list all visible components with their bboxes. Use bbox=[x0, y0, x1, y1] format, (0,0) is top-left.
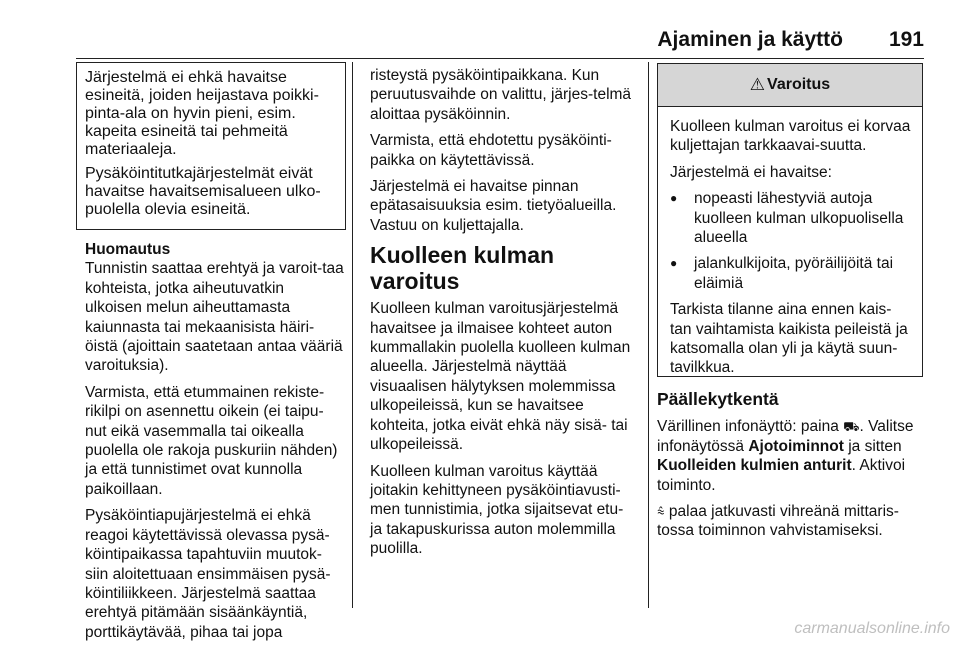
warning-box bbox=[657, 63, 923, 377]
activation-paragraph-1: Värillinen infonäyttö: paina ⛟. Valitse infonäytössä Ajotoiminnot ja sitten Kuolleiden kulmien anturit. Aktivoi toiminto. bbox=[657, 418, 914, 494]
column-2-text bbox=[370, 66, 638, 566]
warning-triangle-icon: ⚠ bbox=[749, 75, 766, 94]
col2-paragraph-2: Varmista, että ehdotettu pysäköinti-paikka on käytettävissä. bbox=[370, 132, 612, 169]
section-heading-blind-spot: Kuolleen kulman varoitus bbox=[370, 242, 555, 295]
warning-paragraph-2: Järjestelmä ei havaitse: bbox=[670, 163, 832, 181]
menu-item-kuolleiden-kulmien-anturit: Kuolleiden kulmien anturit bbox=[657, 457, 852, 475]
column-1-text bbox=[85, 240, 345, 649]
col1-paragraph-3: Varmista, että etummainen rekiste-rikilpi on asennettu oikein (ei taipu-nut eikä vasemmalla tai oikealla puolella ole rakoja puskuriin nähden) ja että tunnistimet ovat kunnolla paikoillaan. bbox=[85, 383, 338, 498]
note-title: Huomautus bbox=[85, 241, 171, 258]
col1-paragraph-4: Pysäköintiapujärjestelmä ei ehkä reagoi käytettävissä olevassa pysä-köintipaikassa tapahtuviin muutok-siin aloitettuaan ensimmäisen pysä-köintiliikkeen. Järjestelmä saattaa erehtyä pitämään sisäänkäyntiä, porttikäytävää, pihaa tai jopa bbox=[85, 507, 331, 641]
list-item: ● jalankulkijoita, pyöräilijöitä tai eläimiä bbox=[670, 254, 912, 293]
activation-paragraph-2: ⩯ palaa jatkuvasti vihreänä mittaris-tossa toiminnon vahvistamiseksi. bbox=[657, 503, 899, 540]
column-divider-1 bbox=[352, 62, 353, 608]
menu-item-ajotoiminnot: Ajotoiminnot bbox=[748, 437, 844, 455]
caution-paragraph-2: Pysäköintitutkajärjestelmät eivät havaitse havaitsemisalueen ulko-puolella olevia esineitä. bbox=[85, 165, 321, 218]
note-text: Tunnistin saattaa erehtyä ja varoit-taa kohteista, jotka aiheutuvatkin ulkoisen melun aiheuttamasta kaiunnasta tai mekaanisista häiri-öistä (ajoittain saatetaan antaa vääriä varoituksia). bbox=[85, 260, 344, 375]
col2-paragraph-4: Kuolleen kulman varoitusjärjestelmä havaitsee ja ilmaisee kohteet auton kummallakin puolella kuolleen kulman alueella. Järjestelmä näyttää visuaalisen hälytyksen molemmissa ulkopeileissä, kun se havaitsee kohteita, jotka eivät ehkä näy sisä- tai ulkopeileissä. bbox=[370, 300, 631, 454]
col2-paragraph-1: risteystä pysäköintipaikkana. Kun peruutusvaihde on valittu, järjes-telmä aloittaa pysäköinnin. bbox=[370, 67, 632, 123]
warning-title: Varoitus bbox=[767, 76, 831, 93]
warning-list bbox=[670, 189, 912, 293]
warning-paragraph-1: Kuolleen kulman varoitus ei korvaa kuljettajan tarkkaavai-suutta. bbox=[670, 118, 911, 155]
warning-header bbox=[658, 64, 922, 107]
watermark: carmanualsonline.info bbox=[794, 620, 950, 637]
page-header bbox=[76, 28, 924, 52]
col2-paragraph-5: Kuolleen kulman varoitus käyttää joitakin kehittyneen pysäköintiavusti-men tunnistimia, jotka sijaitsevat etu- ja takapuskurissa auton molemmilla puolilla. bbox=[370, 462, 624, 558]
caution-paragraph-1: Järjestelmä ei ehkä havaitse esineitä, joiden heijastava poikki-pinta-ala on hyvin pieni, esim. kapeita esineitä tai pehmeitä materiaaleja. bbox=[85, 69, 319, 158]
activation-section bbox=[657, 390, 927, 548]
page-number: 191 bbox=[888, 28, 924, 51]
col2-paragraph-3: Järjestelmä ei havaitse pinnan epätasaisuuksia esim. tietyöalueilla. Vastuu on kuljettajalla. bbox=[370, 178, 617, 234]
list-item: ● nopeasti lähestyviä autoja kuolleen kulman ulkopuolisella alueella bbox=[670, 189, 912, 247]
blind-spot-icon: ⩯ bbox=[657, 504, 665, 520]
page-title: Ajaminen ja käyttö bbox=[657, 28, 843, 51]
warning-paragraph-3: Tarkista tilanne aina ennen kais-tan vaihtamista kaikista peileistä ja katsomalla olan yli ja käytä suun-tavilkkua. bbox=[670, 301, 908, 377]
caution-box bbox=[76, 62, 346, 230]
section-heading-activation: Päällekytkentä bbox=[657, 389, 779, 409]
column-divider-2 bbox=[648, 62, 649, 608]
warning-body bbox=[658, 107, 922, 378]
header-divider bbox=[76, 58, 924, 59]
car-icon: ⛟ bbox=[843, 419, 860, 435]
